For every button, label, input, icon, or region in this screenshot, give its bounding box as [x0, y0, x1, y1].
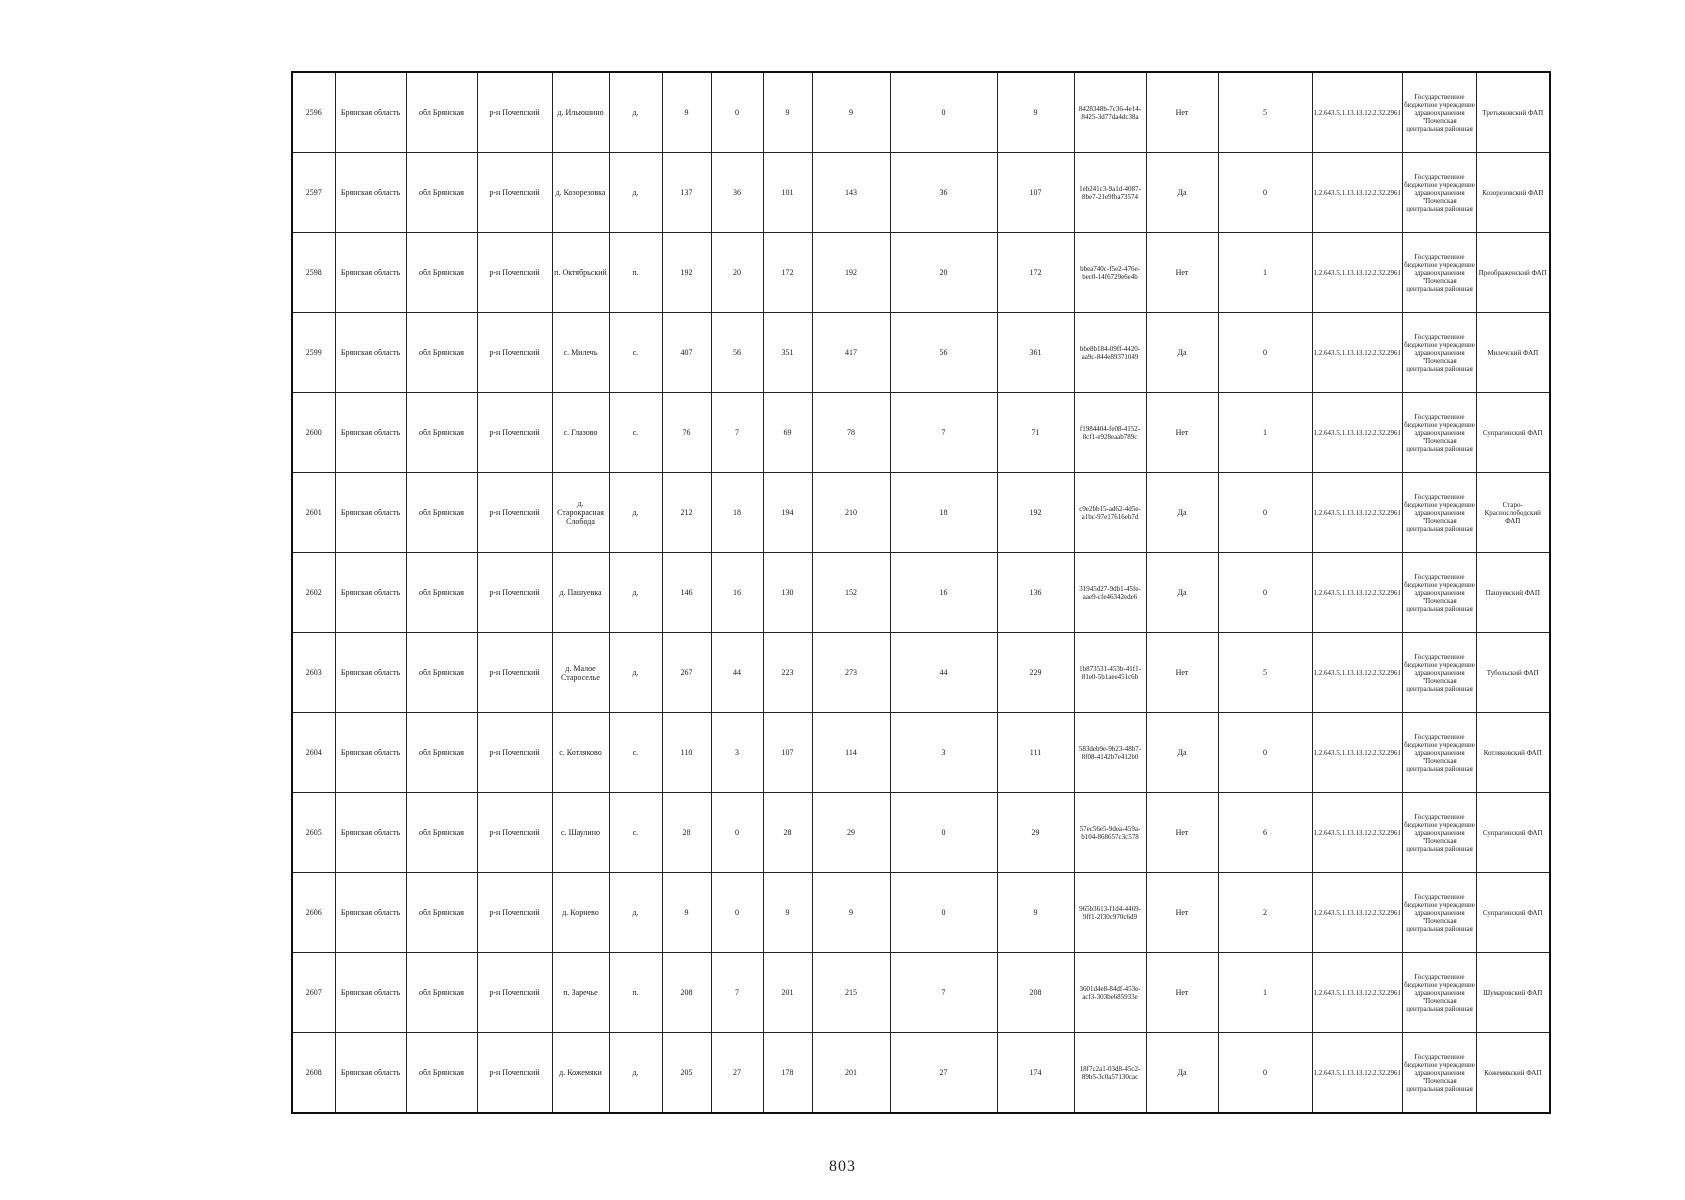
- cell-population-adults-2: 9: [997, 72, 1074, 153]
- cell-distance: 0: [1218, 313, 1312, 393]
- cell-population-total: 137: [662, 153, 711, 233]
- cell-distance: 6: [1218, 793, 1312, 873]
- cell-population-total-2: 192: [812, 233, 890, 313]
- cell-population-total-2: 29: [812, 793, 890, 873]
- table-row: [292, 473, 1550, 553]
- cell-district: р-н Почепский: [477, 1033, 552, 1114]
- cell-has-facility: Да: [1146, 1033, 1218, 1114]
- cell-settlement: п. Заречье: [552, 953, 609, 1033]
- cell-organization-name: Государственное бюджетное учреждение здравоохранения "Почепская центральная районная: [1403, 393, 1477, 473]
- cell-district: р-н Почепский: [477, 793, 552, 873]
- cell-settlement-type: с.: [609, 713, 662, 793]
- cell-population-adults-2: 361: [997, 313, 1074, 393]
- cell-settlement: д. Ильюшино: [552, 72, 609, 153]
- cell-has-facility: Нет: [1146, 233, 1218, 313]
- cell-population-children-2: 44: [890, 633, 997, 713]
- cell-settlement-type: д.: [609, 633, 662, 713]
- cell-population-children-2: 0: [890, 72, 997, 153]
- cell-population-children-2: 7: [890, 953, 997, 1033]
- cell-settlement: п. Октябрьский: [552, 233, 609, 313]
- cell-settlement: с. Котляково: [552, 713, 609, 793]
- cell-region-short: обл Брянская: [406, 953, 477, 1033]
- cell-distance: 1: [1218, 233, 1312, 313]
- cell-population-adults-2: 29: [997, 793, 1074, 873]
- cell-population-children-2: 16: [890, 553, 997, 633]
- cell-region-short: обл Брянская: [406, 473, 477, 553]
- cell-row-number: 2600: [292, 393, 335, 473]
- cell-population-children: 7: [711, 393, 763, 473]
- cell-settlement: с. Милечь: [552, 313, 609, 393]
- cell-population-total-2: 78: [812, 393, 890, 473]
- cell-row-number: 2601: [292, 473, 335, 553]
- cell-population-children-2: 20: [890, 233, 997, 313]
- table-row: [292, 313, 1550, 393]
- cell-settlement: д. Корнево: [552, 873, 609, 953]
- table-row: [292, 393, 1550, 473]
- cell-population-children: 36: [711, 153, 763, 233]
- cell-region-short: обл Брянская: [406, 313, 477, 393]
- cell-population-adults-2: 107: [997, 153, 1074, 233]
- cell-fias-guid: 18f7c2a1-03d8-45c2-89b5-3c0a57130cac: [1074, 1033, 1146, 1114]
- cell-distance: 5: [1218, 633, 1312, 713]
- cell-fias-guid: 3601d4e8-84df-453e-acf3-303be685933e: [1074, 953, 1146, 1033]
- cell-population-adults: 172: [763, 233, 812, 313]
- cell-fias-guid: 31945d27-9db1-45fe-aae9-cfe46342ede6: [1074, 553, 1146, 633]
- cell-settlement: с. Глазово: [552, 393, 609, 473]
- cell-organization-name: Государственное бюджетное учреждение здравоохранения "Почепская центральная районная: [1403, 793, 1477, 873]
- cell-population-total-2: 9: [812, 72, 890, 153]
- cell-region-short: обл Брянская: [406, 1033, 477, 1114]
- cell-region-short: обл Брянская: [406, 873, 477, 953]
- cell-oid-code: 1.2.643.5.1.13.13.12.2.32.2961: [1312, 72, 1403, 153]
- cell-oid-code: 1.2.643.5.1.13.13.12.2.32.2961: [1312, 1033, 1403, 1114]
- cell-oid-code: 1.2.643.5.1.13.13.12.2.32.2961: [1312, 393, 1403, 473]
- cell-settlement-type: д.: [609, 873, 662, 953]
- cell-population-children-2: 0: [890, 793, 997, 873]
- cell-fias-guid: bbea740c-f5e2-476e-bec0-14f6729e6e4b: [1074, 233, 1146, 313]
- cell-settlement: д. Малое Староселье: [552, 633, 609, 713]
- cell-population-children: 0: [711, 793, 763, 873]
- cell-region: Брянская область: [335, 473, 406, 553]
- cell-settlement-type: с.: [609, 313, 662, 393]
- cell-district: р-н Почепский: [477, 313, 552, 393]
- cell-fias-guid: 583deb9e-9b23-48b7-8f08-4142b7e412b0: [1074, 713, 1146, 793]
- cell-population-total-2: 273: [812, 633, 890, 713]
- cell-has-facility: Да: [1146, 713, 1218, 793]
- cell-facility-name: Старо-Краснослободский ФАП: [1477, 473, 1550, 553]
- table-row: [292, 633, 1550, 713]
- cell-organization-name: Государственное бюджетное учреждение здравоохранения "Почепская центральная районная: [1403, 153, 1477, 233]
- cell-region-short: обл Брянская: [406, 633, 477, 713]
- cell-population-children: 18: [711, 473, 763, 553]
- cell-population-total: 146: [662, 553, 711, 633]
- cell-district: р-н Почепский: [477, 553, 552, 633]
- cell-organization-name: Государственное бюджетное учреждение здравоохранения "Почепская центральная районная: [1403, 72, 1477, 153]
- cell-row-number: 2597: [292, 153, 335, 233]
- cell-region-short: обл Брянская: [406, 153, 477, 233]
- table-row: [292, 153, 1550, 233]
- cell-population-children: 56: [711, 313, 763, 393]
- cell-fias-guid: c9e2bb15-ad62-4d5e-a1bc-97e17616eb7d: [1074, 473, 1146, 553]
- cell-population-total-2: 114: [812, 713, 890, 793]
- cell-region: Брянская область: [335, 1033, 406, 1114]
- cell-row-number: 2605: [292, 793, 335, 873]
- cell-settlement: д. Кожемяки: [552, 1033, 609, 1114]
- cell-region-short: обл Брянская: [406, 793, 477, 873]
- data-table: [291, 71, 1551, 1114]
- cell-fias-guid: 8428348b-7c36-4e14-8425-3d77da4dc38a: [1074, 72, 1146, 153]
- cell-region: Брянская область: [335, 393, 406, 473]
- cell-population-adults: 28: [763, 793, 812, 873]
- cell-population-children: 7: [711, 953, 763, 1033]
- cell-population-adults-2: 174: [997, 1033, 1074, 1114]
- cell-facility-name: Супрагинский ФАП: [1477, 793, 1550, 873]
- cell-population-total-2: 215: [812, 953, 890, 1033]
- cell-oid-code: 1.2.643.5.1.13.13.12.2.32.2961: [1312, 873, 1403, 953]
- cell-row-number: 2608: [292, 1033, 335, 1114]
- cell-settlement: д. Пашуевка: [552, 553, 609, 633]
- cell-region-short: обл Брянская: [406, 72, 477, 153]
- cell-distance: 1: [1218, 393, 1312, 473]
- cell-district: р-н Почепский: [477, 713, 552, 793]
- page-number: 803: [829, 1158, 856, 1175]
- cell-population-adults-2: 136: [997, 553, 1074, 633]
- cell-population-children-2: 3: [890, 713, 997, 793]
- cell-population-children-2: 7: [890, 393, 997, 473]
- cell-region-short: обл Брянская: [406, 553, 477, 633]
- cell-organization-name: Государственное бюджетное учреждение здравоохранения "Почепская центральная районная: [1403, 873, 1477, 953]
- cell-fias-guid: f1984404-fe08-4152-8cf1-e928eaab789c: [1074, 393, 1146, 473]
- cell-organization-name: Государственное бюджетное учреждение здравоохранения "Почепская центральная районная: [1403, 713, 1477, 793]
- cell-has-facility: Нет: [1146, 873, 1218, 953]
- cell-population-total-2: 9: [812, 873, 890, 953]
- cell-distance: 0: [1218, 713, 1312, 793]
- cell-population-children: 16: [711, 553, 763, 633]
- cell-row-number: 2596: [292, 72, 335, 153]
- cell-population-total: 407: [662, 313, 711, 393]
- cell-has-facility: Да: [1146, 553, 1218, 633]
- cell-region: Брянская область: [335, 72, 406, 153]
- cell-organization-name: Государственное бюджетное учреждение здравоохранения "Почепская центральная районная: [1403, 313, 1477, 393]
- cell-organization-name: Государственное бюджетное учреждение здравоохранения "Почепская центральная районная: [1403, 633, 1477, 713]
- cell-district: р-н Почепский: [477, 473, 552, 553]
- cell-oid-code: 1.2.643.5.1.13.13.12.2.32.2961: [1312, 713, 1403, 793]
- cell-population-adults: 9: [763, 873, 812, 953]
- cell-population-adults: 107: [763, 713, 812, 793]
- cell-facility-name: Супрагинский ФАП: [1477, 393, 1550, 473]
- cell-oid-code: 1.2.643.5.1.13.13.12.2.32.2961: [1312, 233, 1403, 313]
- cell-settlement-type: п.: [609, 953, 662, 1033]
- cell-fias-guid: 57ec56e5-9dea-459a-b104-868657c3c578: [1074, 793, 1146, 873]
- cell-population-total: 9: [662, 72, 711, 153]
- cell-population-children-2: 27: [890, 1033, 997, 1114]
- cell-row-number: 2606: [292, 873, 335, 953]
- cell-district: р-н Почепский: [477, 72, 552, 153]
- cell-population-total: 28: [662, 793, 711, 873]
- cell-settlement: с. Шаулино: [552, 793, 609, 873]
- cell-population-adults: 69: [763, 393, 812, 473]
- cell-population-adults-2: 9: [997, 873, 1074, 953]
- cell-population-total: 76: [662, 393, 711, 473]
- cell-region: Брянская область: [335, 553, 406, 633]
- cell-population-children: 3: [711, 713, 763, 793]
- table-row: [292, 713, 1550, 793]
- cell-fias-guid: 1eb241c3-9a1d-4087-8be7-21e9fba73574: [1074, 153, 1146, 233]
- table-body: [292, 72, 1550, 1113]
- cell-region: Брянская область: [335, 153, 406, 233]
- cell-population-total: 267: [662, 633, 711, 713]
- cell-has-facility: Нет: [1146, 72, 1218, 153]
- cell-facility-name: Милечский ФАП: [1477, 313, 1550, 393]
- table-row: [292, 553, 1550, 633]
- cell-region: Брянская область: [335, 633, 406, 713]
- cell-row-number: 2602: [292, 553, 335, 633]
- cell-population-children-2: 18: [890, 473, 997, 553]
- cell-population-adults: 178: [763, 1033, 812, 1114]
- cell-oid-code: 1.2.643.5.1.13.13.12.2.32.2961: [1312, 953, 1403, 1033]
- cell-settlement-type: с.: [609, 793, 662, 873]
- cell-region: Брянская область: [335, 233, 406, 313]
- cell-population-total: 208: [662, 953, 711, 1033]
- cell-has-facility: Да: [1146, 153, 1218, 233]
- cell-population-children: 0: [711, 873, 763, 953]
- table-row: [292, 793, 1550, 873]
- cell-population-adults-2: 229: [997, 633, 1074, 713]
- cell-population-children-2: 0: [890, 873, 997, 953]
- cell-population-adults: 223: [763, 633, 812, 713]
- cell-population-total: 205: [662, 1033, 711, 1114]
- table-row: [292, 1033, 1550, 1114]
- cell-population-children: 20: [711, 233, 763, 313]
- cell-fias-guid: 1b873531-453b-41f1-81e0-5b1aee451c6b: [1074, 633, 1146, 713]
- cell-row-number: 2607: [292, 953, 335, 1033]
- cell-region: Брянская область: [335, 793, 406, 873]
- table-row: [292, 72, 1550, 153]
- cell-population-total: 192: [662, 233, 711, 313]
- cell-organization-name: Государственное бюджетное учреждение здравоохранения "Почепская центральная районная: [1403, 1033, 1477, 1114]
- cell-settlement-type: д.: [609, 553, 662, 633]
- cell-population-adults: 101: [763, 153, 812, 233]
- cell-has-facility: Нет: [1146, 953, 1218, 1033]
- cell-region: Брянская область: [335, 713, 406, 793]
- cell-row-number: 2599: [292, 313, 335, 393]
- cell-fias-guid: 965b3613-f1d4-4469-9ff1-2f30c970c6d9: [1074, 873, 1146, 953]
- cell-region-short: обл Брянская: [406, 233, 477, 313]
- cell-settlement-type: д.: [609, 473, 662, 553]
- cell-district: р-н Почепский: [477, 953, 552, 1033]
- cell-population-adults: 194: [763, 473, 812, 553]
- cell-facility-name: Кожемякский ФАП: [1477, 1033, 1550, 1114]
- cell-district: р-н Почепский: [477, 393, 552, 473]
- cell-organization-name: Государственное бюджетное учреждение здравоохранения "Почепская центральная районная: [1403, 553, 1477, 633]
- cell-district: р-н Почепский: [477, 153, 552, 233]
- cell-population-children: 0: [711, 72, 763, 153]
- cell-row-number: 2604: [292, 713, 335, 793]
- table-row: [292, 953, 1550, 1033]
- cell-population-children-2: 36: [890, 153, 997, 233]
- cell-district: р-н Почепский: [477, 873, 552, 953]
- table-row: [292, 233, 1550, 313]
- cell-population-adults-2: 71: [997, 393, 1074, 473]
- cell-population-adults: 351: [763, 313, 812, 393]
- cell-population-adults: 201: [763, 953, 812, 1033]
- cell-has-facility: Нет: [1146, 393, 1218, 473]
- cell-row-number: 2598: [292, 233, 335, 313]
- cell-population-children-2: 56: [890, 313, 997, 393]
- cell-oid-code: 1.2.643.5.1.13.13.12.2.32.2961: [1312, 153, 1403, 233]
- cell-population-children: 44: [711, 633, 763, 713]
- cell-population-total: 212: [662, 473, 711, 553]
- cell-population-children: 27: [711, 1033, 763, 1114]
- cell-population-total-2: 201: [812, 1033, 890, 1114]
- cell-has-facility: Да: [1146, 313, 1218, 393]
- cell-organization-name: Государственное бюджетное учреждение здравоохранения "Почепская центральная районная: [1403, 953, 1477, 1033]
- cell-oid-code: 1.2.643.5.1.13.13.12.2.32.2961: [1312, 633, 1403, 713]
- cell-fias-guid: bbe8b184-09ff-4420-aa9c-844e89371049: [1074, 313, 1146, 393]
- cell-population-total: 110: [662, 713, 711, 793]
- cell-settlement-type: п.: [609, 233, 662, 313]
- cell-distance: 0: [1218, 473, 1312, 553]
- cell-settlement: д. Козорезовка: [552, 153, 609, 233]
- cell-facility-name: Пашуевский ФАП: [1477, 553, 1550, 633]
- cell-population-adults-2: 208: [997, 953, 1074, 1033]
- cell-oid-code: 1.2.643.5.1.13.13.12.2.32.2961: [1312, 473, 1403, 553]
- cell-population-adults-2: 192: [997, 473, 1074, 553]
- cell-distance: 0: [1218, 1033, 1312, 1114]
- cell-region: Брянская область: [335, 873, 406, 953]
- cell-region: Брянская область: [335, 953, 406, 1033]
- cell-settlement-type: д.: [609, 1033, 662, 1114]
- cell-facility-name: Третьяковский ФАП: [1477, 72, 1550, 153]
- cell-has-facility: Да: [1146, 473, 1218, 553]
- cell-population-total-2: 417: [812, 313, 890, 393]
- cell-region-short: обл Брянская: [406, 393, 477, 473]
- cell-settlement-type: с.: [609, 393, 662, 473]
- cell-distance: 0: [1218, 553, 1312, 633]
- cell-facility-name: Преображенский ФАП: [1477, 233, 1550, 313]
- cell-population-total-2: 143: [812, 153, 890, 233]
- cell-population-total-2: 210: [812, 473, 890, 553]
- cell-distance: 5: [1218, 72, 1312, 153]
- cell-facility-name: Козорезовский ФАП: [1477, 153, 1550, 233]
- cell-region-short: обл Брянская: [406, 713, 477, 793]
- cell-has-facility: Нет: [1146, 793, 1218, 873]
- cell-population-total-2: 152: [812, 553, 890, 633]
- cell-oid-code: 1.2.643.5.1.13.13.12.2.32.2961: [1312, 793, 1403, 873]
- cell-population-adults: 9: [763, 72, 812, 153]
- cell-settlement-type: д.: [609, 153, 662, 233]
- cell-row-number: 2603: [292, 633, 335, 713]
- cell-population-adults-2: 111: [997, 713, 1074, 793]
- cell-facility-name: Тубольский ФАП: [1477, 633, 1550, 713]
- cell-organization-name: Государственное бюджетное учреждение здравоохранения "Почепская центральная районная: [1403, 233, 1477, 313]
- cell-facility-name: Шумаровский ФАП: [1477, 953, 1550, 1033]
- cell-district: р-н Почепский: [477, 233, 552, 313]
- cell-has-facility: Нет: [1146, 633, 1218, 713]
- cell-facility-name: Котляковский ФАП: [1477, 713, 1550, 793]
- cell-settlement-type: д.: [609, 72, 662, 153]
- cell-settlement: д. Старокрасная Слобода: [552, 473, 609, 553]
- cell-distance: 2: [1218, 873, 1312, 953]
- cell-district: р-н Почепский: [477, 633, 552, 713]
- cell-population-adults: 130: [763, 553, 812, 633]
- cell-oid-code: 1.2.643.5.1.13.13.12.2.32.2961: [1312, 553, 1403, 633]
- cell-region: Брянская область: [335, 313, 406, 393]
- cell-distance: 0: [1218, 153, 1312, 233]
- cell-population-total: 9: [662, 873, 711, 953]
- cell-facility-name: Супрагинский ФАП: [1477, 873, 1550, 953]
- table-row: [292, 873, 1550, 953]
- cell-organization-name: Государственное бюджетное учреждение здравоохранения "Почепская центральная районная: [1403, 473, 1477, 553]
- cell-oid-code: 1.2.643.5.1.13.13.12.2.32.2961: [1312, 313, 1403, 393]
- cell-population-adults-2: 172: [997, 233, 1074, 313]
- cell-distance: 1: [1218, 953, 1312, 1033]
